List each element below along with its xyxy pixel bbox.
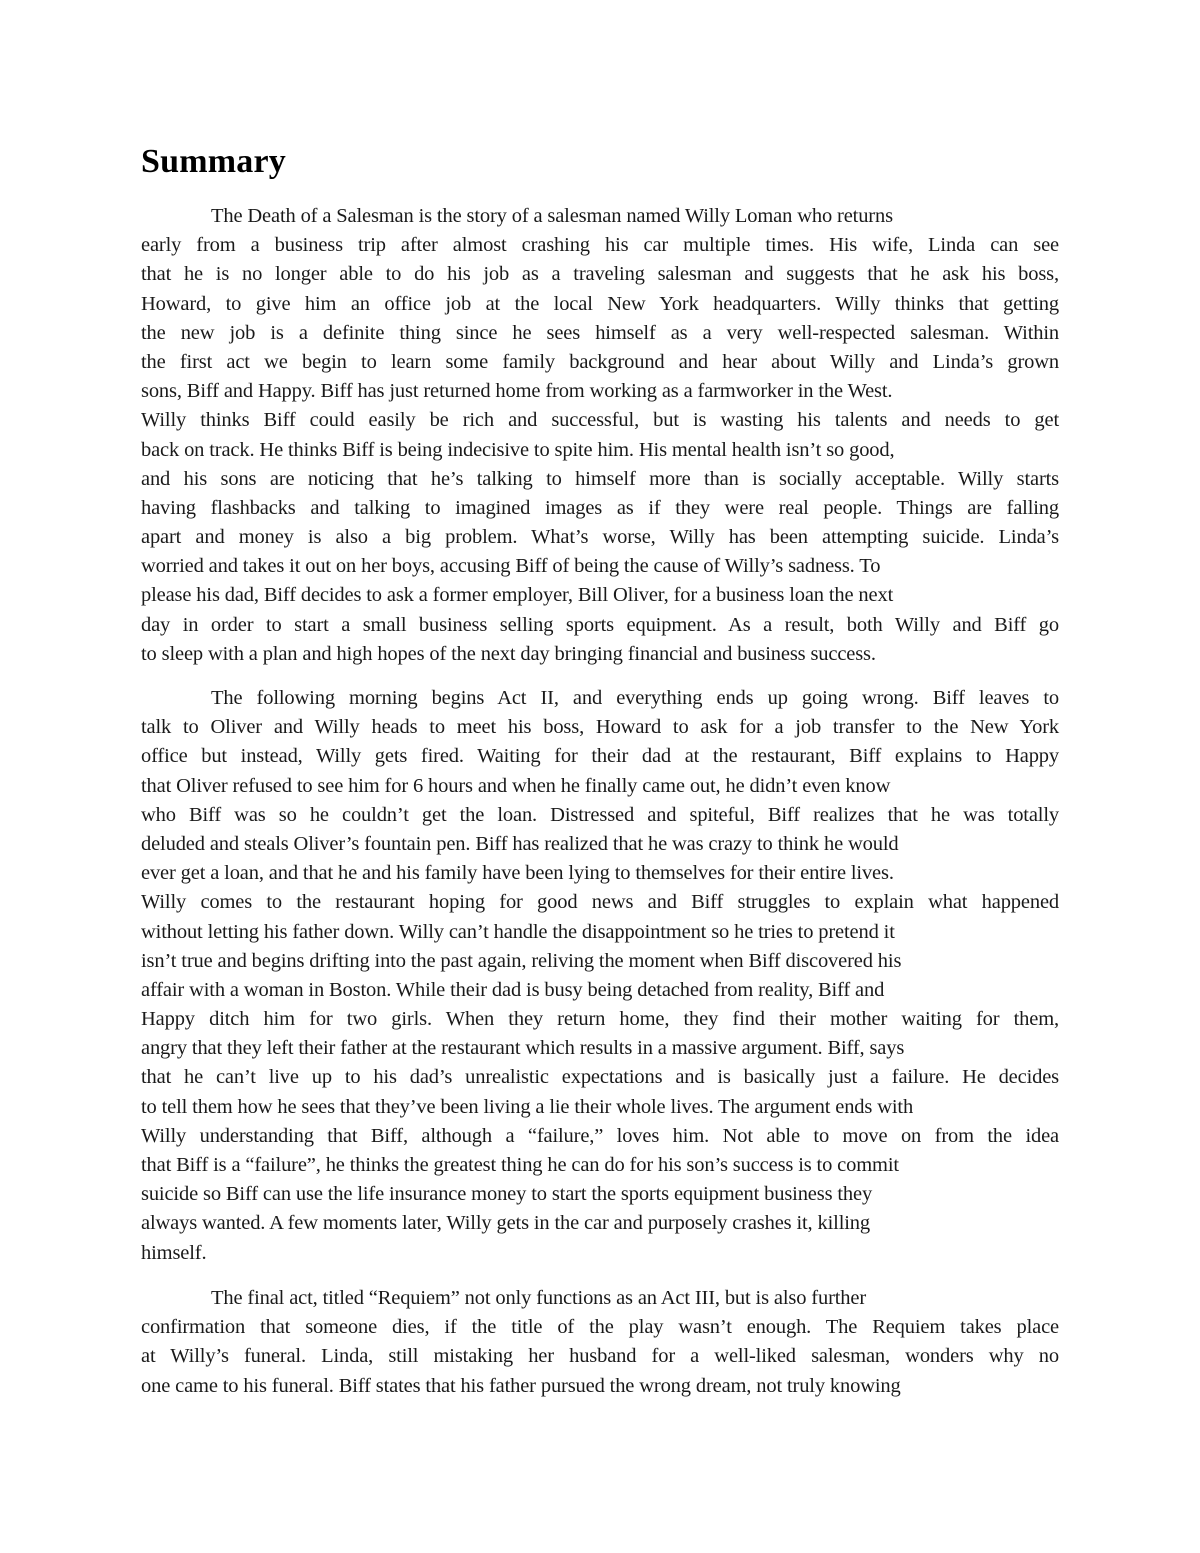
text-line: to sleep with a plan and high hopes of the next day bringing financial and business success. bbox=[141, 642, 876, 665]
text-line: office but instead, Willy gets fired. Waiting for their dad at the restaurant, Biff explains to Happy bbox=[141, 745, 1059, 768]
text-line: please his dad, Biff decides to ask a former employer, Bill Oliver, for a business loan the next bbox=[141, 584, 894, 607]
text-line: who Biff was so he couldn’t get the loan. Distressed and spiteful, Biff realizes that he was totally bbox=[141, 803, 1059, 826]
text-line: at Willy’s funeral. Linda, still mistaking her husband for a well-liked salesman, wonders why no bbox=[141, 1345, 1059, 1368]
text-line: angry that they left their father at the restaurant which results in a massive argument. Biff, says bbox=[141, 1037, 905, 1060]
text-line: without letting his father down. Willy can’t handle the disappointment so he tries to pretend it bbox=[141, 920, 895, 943]
text-line: and his sons are noticing that he’s talking to himself more than is socially acceptable. Willy starts bbox=[141, 467, 1059, 490]
text-line: the new job is a definite thing since he sees himself as a very well-respected salesman. Within bbox=[141, 321, 1059, 344]
paragraph-1 bbox=[141, 202, 1071, 669]
text-line: Willy thinks Biff could easily be rich and successful, but is wasting his talents and needs to get bbox=[141, 409, 1059, 432]
text-line: one came to his funeral. Biff states that his father pursued the wrong dream, not truly knowing bbox=[141, 1374, 901, 1397]
paragraph-3 bbox=[141, 1284, 1071, 1401]
text-line: ever get a loan, and that he and his family have been lying to themselves for their entire lives. bbox=[141, 862, 894, 885]
text-line: that Oliver refused to see him for 6 hours and when he finally came out, he didn’t even know bbox=[141, 774, 891, 797]
text-line: isn’t true and begins drifting into the past again, reliving the moment when Biff discovered his bbox=[141, 949, 902, 972]
text-line: back on track. He thinks Biff is being indecisive to spite him. His mental health isn’t so good, bbox=[141, 438, 895, 461]
text-line: Willy understanding that Biff, although a “failure,” loves him. Not able to move on from the idea bbox=[141, 1124, 1059, 1147]
text-line: worried and takes it out on her boys, accusing Biff of being the cause of Willy’s sadness. To bbox=[141, 555, 881, 578]
text-line: himself. bbox=[141, 1241, 207, 1264]
text-line: that he can’t live up to his dad’s unrealistic expectations and is basically just a failure. He decides bbox=[141, 1066, 1059, 1089]
text-line: that he is no longer able to do his job as a traveling salesman and suggests that he ask his boss, bbox=[141, 263, 1059, 286]
text-line: Happy ditch him for two girls. When they return home, they find their mother waiting for them, bbox=[141, 1008, 1059, 1031]
text-line: affair with a woman in Boston. While their dad is busy being detached from reality, Biff and bbox=[141, 978, 885, 1001]
text-line: to tell them how he sees that they’ve been living a lie their whole lives. The argument ends with bbox=[141, 1095, 914, 1118]
text-line: Willy comes to the restaurant hoping for good news and Biff struggles to explain what happened bbox=[141, 891, 1059, 914]
paragraph-2 bbox=[141, 684, 1071, 1268]
text-line: The final act, titled “Requiem” not only functions as an Act III, but is also further bbox=[211, 1287, 867, 1309]
text-line: confirmation that someone dies, if the title of the play wasn’t enough. The Requiem takes place bbox=[141, 1316, 1059, 1339]
text-line: deluded and steals Oliver’s fountain pen. Biff has realized that he was crazy to think he would bbox=[141, 832, 899, 855]
text-line: The Death of a Salesman is the story of a salesman named Willy Loman who returns bbox=[211, 205, 893, 227]
text-line: talk to Oliver and Willy heads to meet his boss, Howard to ask for a job transfer to the New York bbox=[141, 716, 1059, 739]
page-title: Summary bbox=[141, 143, 286, 180]
text-line: The following morning begins Act II, and everything ends up going wrong. Biff leaves to bbox=[211, 687, 1059, 709]
text-line: sons, Biff and Happy. Biff has just returned home from working as a farmworker in the West. bbox=[141, 380, 893, 403]
text-line: early from a business trip after almost crashing his car multiple times. His wife, Linda can see bbox=[141, 234, 1059, 257]
text-line: always wanted. A few moments later, Willy gets in the car and purposely crashes it, killing bbox=[141, 1212, 870, 1235]
text-line: day in order to start a small business selling sports equipment. As a result, both Willy and Biff go bbox=[141, 613, 1059, 636]
text-line: the first act we begin to learn some family background and hear about Willy and Linda’s grown bbox=[141, 350, 1059, 373]
text-line: that Biff is a “failure”, he thinks the greatest thing he can do for his son’s success is to commit bbox=[141, 1154, 899, 1176]
text-line: suicide so Biff can use the life insurance money to start the sports equipment business they bbox=[141, 1183, 873, 1206]
text-line: having flashbacks and talking to imagined images as if they were real people. Things are falling bbox=[141, 496, 1059, 519]
text-line: apart and money is also a big problem. What’s worse, Willy has been attempting suicide. Linda’s bbox=[141, 526, 1059, 549]
text-line: Howard, to give him an office job at the local New York headquarters. Willy thinks that getting bbox=[141, 292, 1059, 315]
